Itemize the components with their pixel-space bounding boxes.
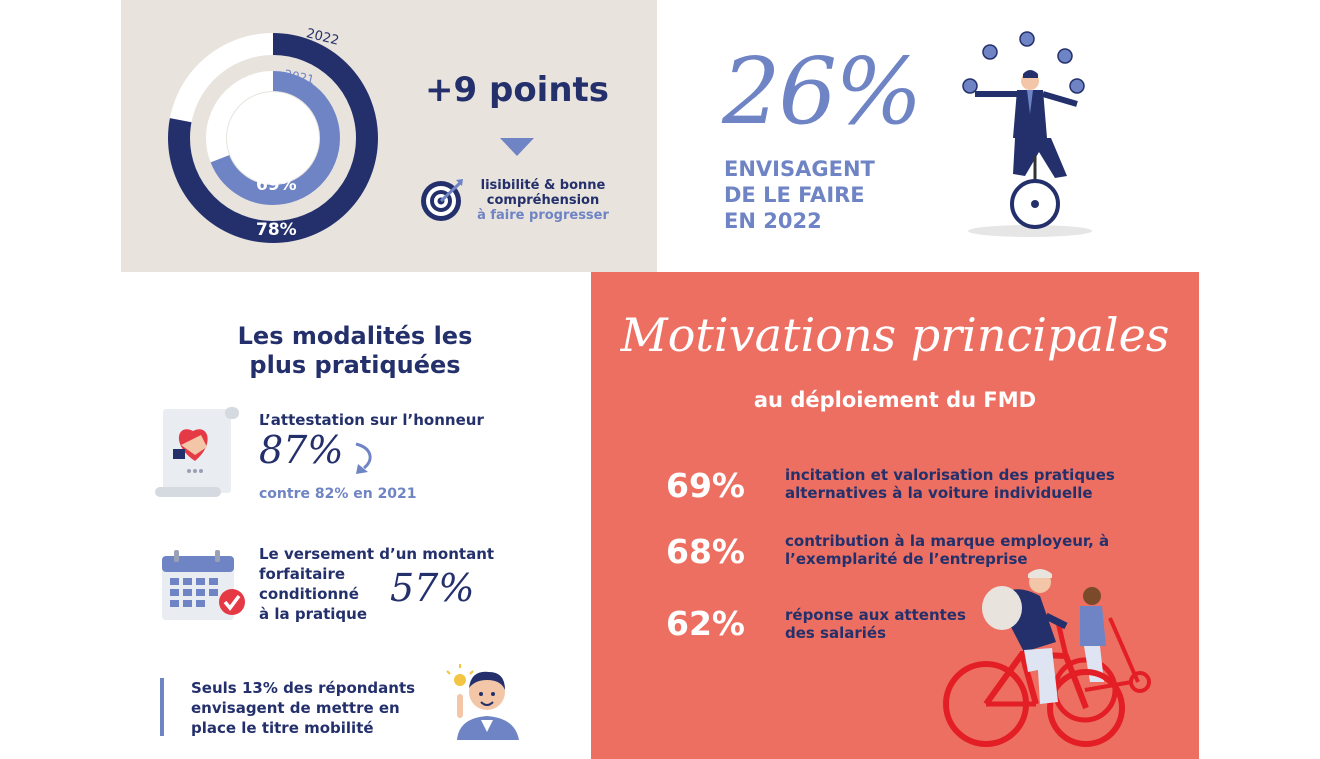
- points-headline: +9 points: [425, 70, 610, 110]
- motivation-3-line-2: des salariés: [785, 624, 887, 642]
- boy-idea-illustration: [443, 660, 525, 740]
- motivations-subtitle: au déploiement du FMD: [753, 388, 1037, 412]
- down-arrow-icon: [500, 138, 534, 156]
- motivation-3-percent: 62%: [666, 604, 745, 643]
- attestation-percent: 87%: [259, 428, 344, 472]
- target-line-1: lisibilité & bonne: [480, 178, 606, 193]
- motivation-1-percent: 69%: [666, 466, 745, 505]
- modalites-title: Les modalités les plus pratiquées: [237, 322, 473, 379]
- versement-line-2: forfaitaire: [259, 565, 346, 583]
- seuls-text: [191, 678, 431, 738]
- motivations-title: Motivations principales: [620, 308, 1170, 362]
- target-line-2: compréhension: [486, 193, 600, 208]
- target-icon: [420, 178, 464, 222]
- versement-line-4: à la pratique: [259, 605, 367, 623]
- seuls-line-3: place le titre mobilité: [191, 719, 374, 737]
- unicycle-juggler-illustration: [955, 26, 1105, 241]
- attestation-label: L’attestation sur l’honneur: [259, 411, 484, 429]
- donut-label-78: 78%: [256, 220, 297, 240]
- motivation-2-line-1: contribution à la marque employeur, à: [785, 532, 1110, 550]
- envisage-line-1: ENVISAGENT: [724, 157, 875, 181]
- donut-chart: [160, 28, 390, 248]
- donut-year-2021: 2021: [282, 66, 316, 88]
- seuls-line-2: envisagent de mettre en: [191, 699, 400, 717]
- attestation-compare: contre 82% en 2021: [259, 486, 417, 502]
- donut-label-69: 69%: [256, 175, 297, 195]
- envisage-caption: [724, 156, 875, 234]
- donut-center: [227, 92, 319, 184]
- motivation-1-line-2: alternatives à la voiture individuelle: [785, 484, 1093, 502]
- versement-line-3: conditionné: [259, 585, 359, 603]
- donut-year-2022: 2022: [304, 26, 341, 49]
- target-caption: [473, 178, 613, 223]
- certificate-heart-icon: [155, 405, 243, 501]
- motivation-2-line-2: l’exemplarité de l’entreprise: [785, 550, 1028, 568]
- envisage-percent: 26%: [722, 38, 921, 145]
- curved-arrow-icon: [350, 440, 378, 476]
- envisage-line-3: EN 2022: [724, 209, 822, 233]
- target-line-3: à faire progresser: [477, 208, 609, 223]
- versement-percent: 57%: [390, 566, 475, 610]
- motivation-1-line-1: incitation et valorisation des pratiques: [785, 466, 1115, 484]
- motivation-2-percent: 68%: [666, 532, 745, 571]
- cyclists-illustration: [940, 562, 1160, 752]
- calendar-check-icon: [160, 548, 248, 624]
- seuls-line-1: Seuls 13% des répondants: [191, 679, 416, 697]
- motivation-1-text: [785, 466, 1115, 502]
- motivation-3-line-1: réponse aux attentes: [785, 606, 966, 624]
- envisage-line-2: DE LE FAIRE: [724, 183, 865, 207]
- versement-line-1: Le versement d’un montant: [259, 545, 495, 563]
- seuls-accent-bar: [160, 678, 164, 736]
